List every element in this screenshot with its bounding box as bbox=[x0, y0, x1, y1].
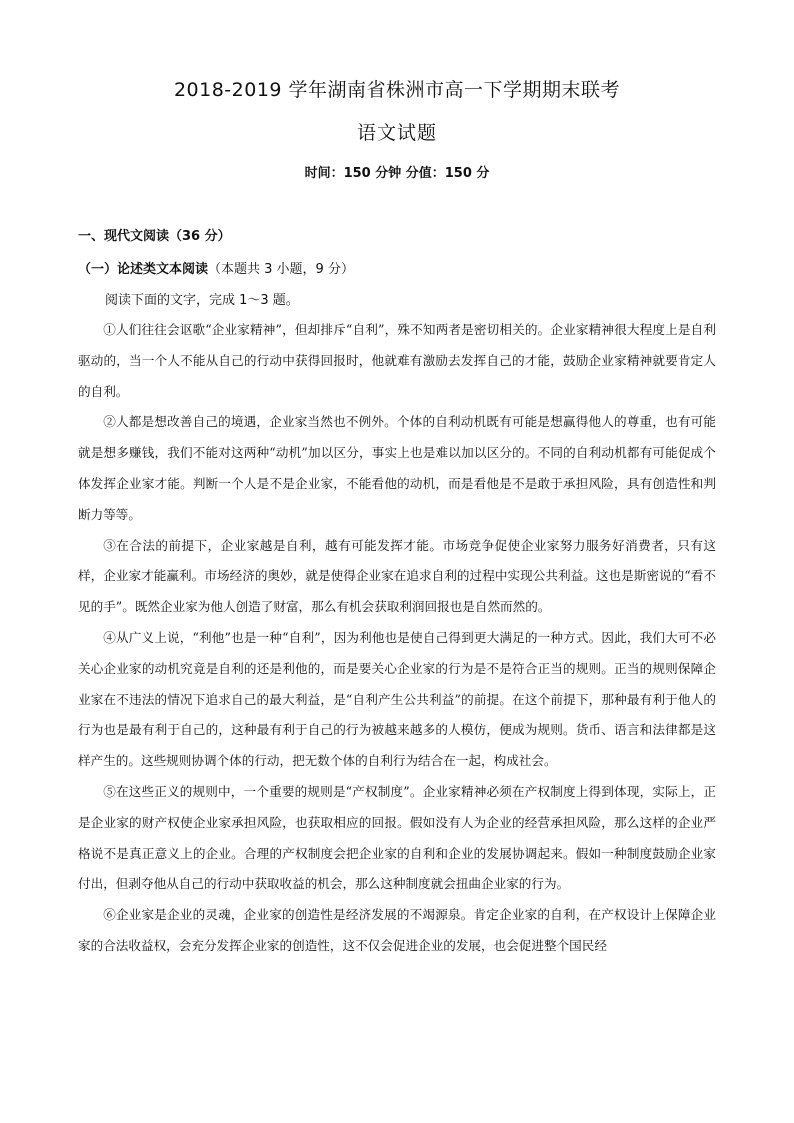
document-title: 2018-2019 学年湖南省株洲市高一下学期期末联考 bbox=[173, 79, 621, 101]
passage-paragraph-1: ①人们往往会讴歌“企业家精神”，但却排斥“自利”，殊不知两者是密切相关的。企业家精神很大程度上是自利驱动的，当一个人不能从自己的行动中获得回报时，他就难有激励去发挥自己的才能，鼓励企业家精神就要肯定人的自利。 bbox=[78, 322, 716, 399]
subsection-note: （本题共 3 小题，9 分） bbox=[208, 262, 354, 277]
passage-paragraph-2: ②人都是想改善自己的境遇，企业家当然也不例外。个体的自利动机既有可能是想赢得他人的尊重，也有可能就是想多赚钱，我们不能对这两种“动机”加以区分，事实上也是难以加以区分的。不同的自利动机都有可能促成个体发挥企业家才能。判断一个人是不是企业家，不能看他的动机，而是看他是不是敢于承担风险，具有创造性和判断力等等。 bbox=[78, 414, 716, 522]
section-heading: 一、现代文阅读（36 分） bbox=[78, 229, 231, 244]
passage-paragraph-3: ③在合法的前提下，企业家越是自利，越有可能发挥才能。市场竞争促使企业家努力服务好消费者，只有这样，企业家才能赢利。市场经济的奥妙，就是使得企业家在追求自利的过程中实现公共利益。这也是斯密说的“看不见的手”。既然企业家为他人创造了财富，那么有机会获取利润回报也是自然而然的。 bbox=[78, 537, 716, 615]
passage-paragraph-4: ④从广义上说，“利他”也是一种“自利”，因为利他也是使自己得到更大满足的一种方式。因此，我们大可不必关心企业家的动机究竟是自利的还是利他的，而是要关心企业家的行为是不是符合正当的规则。正当的规则保障企业家在不违法的情况下追求自己的最大利益，是“自利产生公共利益”的前提。在这个前提下，那种最有利于他人的行为也是最有利于自己的，这种最有利于自己的行为被越来越多的人模仿，便成为规则。货币、语言和法律都是这样产生的。这些规则协调个体的行动，把无数个体的自利行为结合在一起，构成社会。 bbox=[78, 629, 716, 769]
passage-body bbox=[78, 315, 716, 962]
subsection-heading-line bbox=[78, 261, 354, 279]
subsection-heading: （一）论述类文本阅读 bbox=[78, 262, 209, 277]
passage-paragraph-5: ⑤在这些正义的规则中，一个重要的规则是“产权制度”。企业家精神必须在产权制度上得到体现，实际上，正是企业家的财产权使企业家承担风险，也获取相应的回报。假如没有人为企业的经营承担风险，那么这样的企业严格说不是真正意义上的企业。合理的产权制度会把企业家的自利和企业的发展协调起来。假如一种制度鼓励企业家付出，但剥夺他从自己的行动中获取收益的机会，那么这种制度就会扭曲企业家的行为。 bbox=[78, 783, 716, 892]
document-subtitle: 语文试题 bbox=[356, 122, 437, 144]
passage-paragraph-6: ⑥企业家是企业的灵魂，企业家的创造性是经济发展的不竭源泉。肯定企业家的自利，在产权设计上保障企业家的合法收益权，会充分发挥企业家的创造性，这不仅会促进企业的发展，也会促进整个国民经 bbox=[78, 907, 716, 953]
reading-instruction: 阅读下面的文字，完成 1～3 题。 bbox=[105, 293, 299, 308]
exam-meta: 时间：150 分钟 分值：150 分 bbox=[304, 166, 490, 181]
